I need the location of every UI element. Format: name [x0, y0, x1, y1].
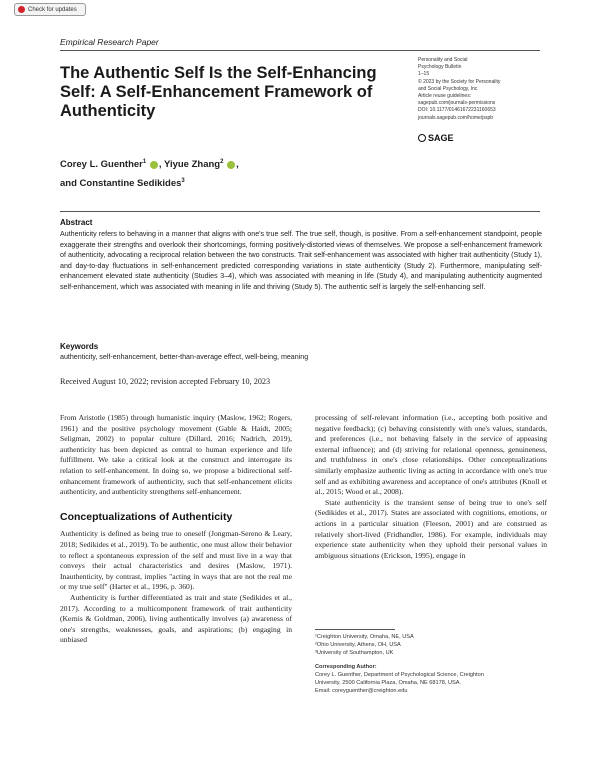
author-affiliation-marker: 2: [220, 159, 224, 165]
author-name: Corey L. Guenther: [60, 159, 143, 171]
author-affiliation-marker: 1: [142, 159, 147, 165]
body-paragraph: processing of self-relevant information (i.e., accepting both positive and negative feedback); (c) behaving consistently with one's values, standards, and preferences (i.e., not behaving falsely in the service of appeasing external influence); and (d) striving for relational openness, genuineness, and truthfulness in one's close relationships. Other conceptualizations similarly emphasize authentic living as acting in accordance with one's true self and as exhibiting awareness and acceptance of one's attributes (Knoll et al., 2015; Wood et al., 2008).: [315, 413, 547, 497]
submission-dates: Received August 10, 2022; revision accepted February 10, 2023: [60, 377, 271, 386]
footnotes: [315, 633, 543, 695]
publisher-logo: [418, 133, 454, 143]
journal-info-line: 1–15: [418, 71, 430, 78]
abstract-divider: [60, 211, 540, 212]
author-affiliation-marker: 3: [181, 178, 185, 185]
body-paragraph: Authenticity is further differentiated as trait and state (Sedikides et al., 2017). According to a multicomponent framework of trait authenticity (Kernis & Goldman, 2006), living authentically involves (a) awareness of one's strengths, weaknesses, goals, and aspirations; (b) engaging in unbiased: [60, 592, 292, 645]
body-paragraph: Authenticity is defined as being true to oneself (Jongman-Sereno & Leary, 2018; Sedikides et al., 2019). To be authentic, one must allow their behavior to reflect a spontaneous expression of the self and must live in a way that conveys their actual characteristics and desires (Maslow, 1971). Inauthenticity, by contrast, implies "acting in ways that are not the real me or my true self" (Harter et al., 1996, p. 360).: [60, 529, 292, 592]
footnote-divider: [315, 629, 395, 630]
section-heading: Conceptualizations of Authenticity: [60, 510, 233, 523]
journal-info-line: © 2023 by the Society for Personality: [418, 78, 501, 85]
orcid-icon[interactable]: [227, 161, 235, 169]
journal-info-line: Article reuse guidelines:: [418, 93, 472, 100]
keywords-heading: Keywords: [60, 342, 99, 351]
journal-info-line: DOI: 10.1177/01461672231160653: [418, 107, 496, 114]
corresponding-author-line: University, 2500 California Plaza, Omaha, NE 68178, USA.: [315, 680, 462, 686]
affiliation: ³University of Southampton, UK: [315, 650, 394, 656]
journal-info-line: sagepub.com/journals-permissions: [418, 100, 496, 107]
author-name: and Constantine Sedikides: [60, 178, 182, 190]
journal-info: [418, 57, 548, 122]
sage-logo-icon: [418, 134, 426, 142]
journal-info-line: Personality and Social: [418, 57, 468, 63]
body-right-column: [315, 413, 547, 561]
corresponding-author-heading: Corresponding Author:: [315, 664, 377, 670]
orcid-icon[interactable]: [150, 161, 158, 169]
body-paragraph: From Aristotle (1985) through humanistic inquiry (Maslow, 1962; Rogers, 1961) and the positive psychology movement (Gable & Haidt, 2005; Seligman, 2002) to popular culture (Dillard, 2016; Nadrich, 2019), authenticity has been depicted as central to human experience and life fulfillment. We take a critical look at the construct and interrogate its relation to self-enhancement. In doing so, we propose a bidirectional self-enhancement framework of authenticity, such that self-enhancement elicits authenticity, and authenticity strengthens self-enhancement.: [60, 413, 292, 497]
author-name: Yiyue Zhang: [163, 159, 221, 171]
abstract-heading: Abstract: [60, 218, 93, 227]
affiliation: ¹Creighton University, Omaha, NE, USA: [315, 634, 414, 640]
update-icon: [18, 6, 25, 13]
abstract-text: Authenticity refers to behaving in a manner that aligns with one's true self. The true self, though, is positive. From a self-enhancement standpoint, people exaggerate their strengths and overlook their shortcomings, forming positively-distorted views of themselves. We propose a self-enhancement framework of authenticity, advocating a reciprocal relation between the two constructs. Trait self-enhancement was associated with higher trait authenticity (Study 1), and day-to-day fluctuations in self-enhancement predicted corresponding variations in state authenticity (Study 2). Furthermore, manipulating self-enhancement elevated state authenticity (Studies 3–4), which was associated with meaning in life (Study 4), and manipulating authenticity augmented self-enhancement, which was associated with meaning in life and thriving (Study 5). The authentic self is largely the self-enhancing self.: [60, 230, 542, 291]
paper-title: The Authentic Self Is the Self-Enhancing Self: A Self-Enhancement Framework of Authenticity: [60, 64, 377, 120]
body-paragraph: State authenticity is the transient sense of being true to one's self (Sedikides et al., 2017). States are associated with cognitions, emotions, or actions in a particular situation (Fleeson, 2001) and are construed as relatively short-lived (Fridhandler, 1986). For example, individuals may experience state authenticity when they uphold their personal values in ambiguous situations (Erickson, 1995), engage in: [315, 497, 547, 560]
body-left-column: [60, 413, 292, 646]
journal-info-line: Psychology Bulletin: [418, 64, 462, 71]
corresponding-author-email[interactable]: Email: coreyguenther@creighton.edu: [315, 688, 408, 694]
author-list: Corey L. Guenther$^1$ , Yiyue Zhang$^2$ , and Constantine Sedikides$^3$: [60, 159, 239, 190]
check-for-updates-badge[interactable]: [14, 3, 86, 16]
affiliation: ²Ohio University, Athens, OH, USA: [315, 642, 401, 648]
keywords-text: authenticity, self-enhancement, better-than-average effect, well-being, meaning: [60, 353, 309, 361]
journal-info-line: and Social Psychology, Inc: [418, 85, 478, 92]
check-for-updates-label: Check for updates: [28, 6, 77, 13]
header-divider: [60, 50, 540, 51]
corresponding-author-line: Corey L. Guenther, Department of Psychological Science, Creighton: [315, 672, 484, 678]
journal-info-line: journals.sagepub.com/home/pspb: [418, 114, 494, 121]
article-type-label: Empirical Research Paper: [60, 37, 159, 47]
publisher-name: SAGE: [428, 133, 454, 143]
